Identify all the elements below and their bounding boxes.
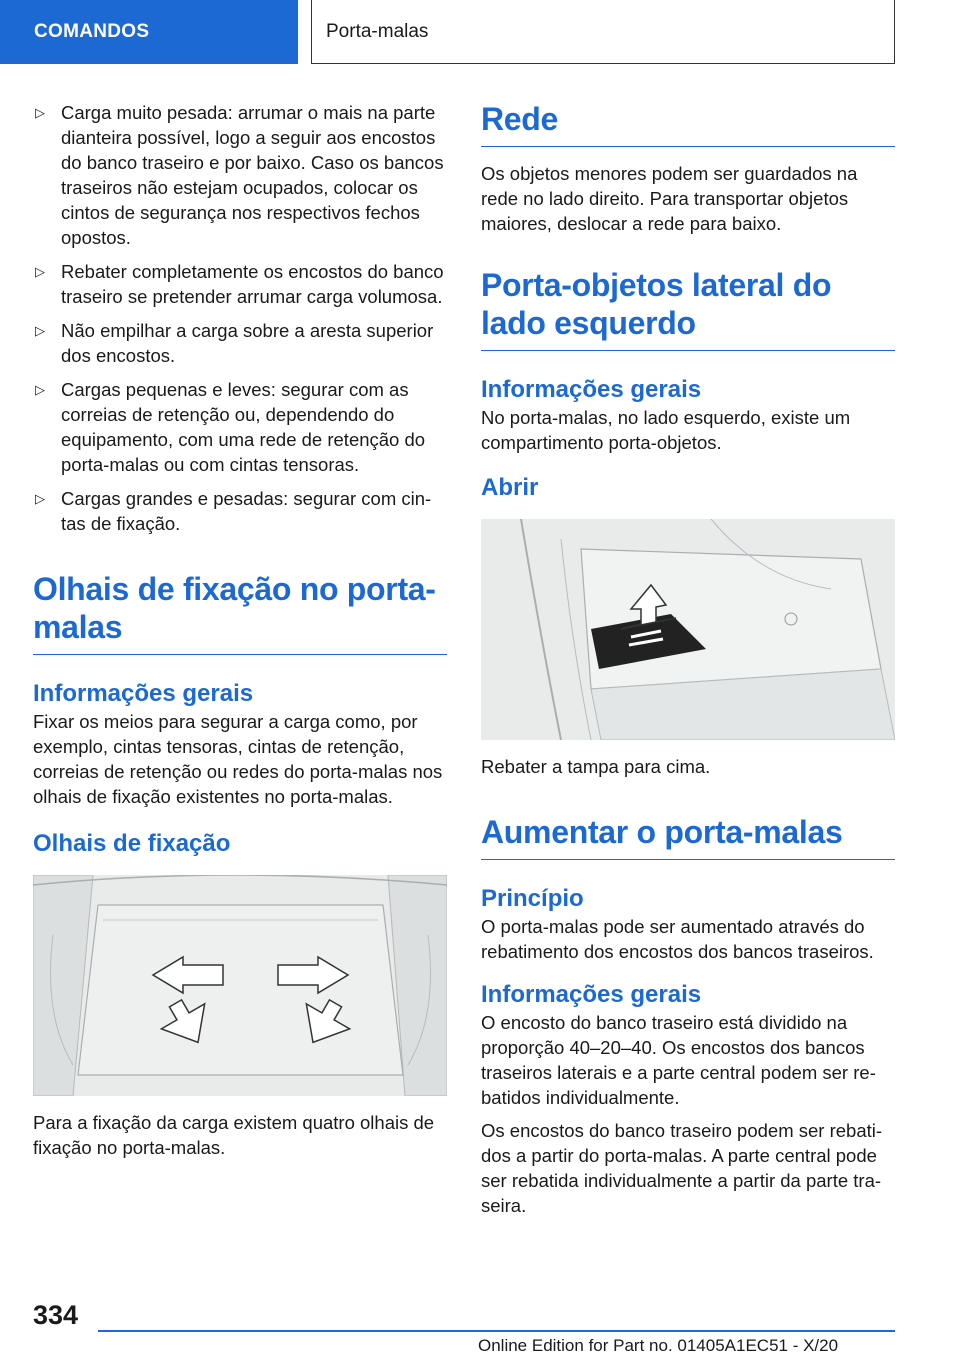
subheading-general-info: Informações gerais: [33, 680, 254, 707]
list-item: ▷ Não empilhar a carga sobre a aresta superior dos encostos.: [35, 320, 434, 366]
subheading-lashing-eyes: Olhais de fixação: [33, 830, 231, 857]
triangle-bullet-icon: ▷: [35, 491, 45, 506]
right-column: [481, 100, 895, 1226]
trunk-lashing-eyes-figure: [33, 875, 447, 1096]
triangle-bullet-icon: ▷: [35, 105, 45, 120]
chapter-header: [311, 0, 895, 64]
triangle-bullet-icon: ▷: [35, 264, 45, 279]
heading-lashing-eyes: Olhais de fixação no porta-malas: [33, 570, 447, 655]
side-compartment-illustration: [481, 519, 895, 740]
bullet-list: [33, 100, 447, 536]
paragraph-fold-from-trunk: Os encostos do banco traseiro podem ser rebatidos a partir do porta-malas. A parte central pode ser rebatida individualmente a partir da parte traseira.: [481, 1120, 883, 1216]
page-number: 334: [33, 1300, 79, 1330]
list-item: ▷ Rebater completamente os encostos do banco traseiro se pretender arrumar carga volumosa.: [35, 261, 444, 307]
paragraph-net: Os objetos menores podem ser guardados na rede no lado direito. Para transportar objetos maiores, deslocar a rede para baixo.: [481, 163, 858, 234]
paragraph-split-seats: O encosto do banco traseiro está dividido na proporção 40–20–40. Os encostos dos bancos traseiros laterais e a parte central podem ser rebatidos individualmente.: [481, 1012, 876, 1108]
left-column: [33, 100, 447, 1168]
figure-caption-lashing: Para a fixação da carga existem quatro olhais de fixação no porta-malas.: [33, 1112, 435, 1158]
subheading-open: Abrir: [481, 474, 539, 501]
paragraph-side-storage: No porta-malas, no lado esquerdo, existe um compartimento porta-objetos.: [481, 407, 851, 453]
side-storage-figure: [481, 519, 895, 740]
heading-side-storage: Porta-objetos lateral do lado esquerdo: [481, 266, 895, 351]
section-label: COMANDOS: [34, 21, 150, 42]
edition-footer: Online Edition for Part no. 01405A1EC51 - X/20: [478, 1336, 839, 1355]
paragraph-lashing-info: Fixar os meios para segurar a carga como, por exemplo, cintas tensoras, cintas de retenção, correias de retenção ou redes do porta-malas nos olhais de fixação existentes no porta-malas.: [33, 711, 443, 807]
list-item: ▷ Cargas pequenas e leves: segurar com as correias de retenção ou, dependendo do equipamento, com uma rede de retenção do porta-malas ou com cintas tensoras.: [35, 379, 426, 475]
chapter-label: Porta-malas: [326, 20, 429, 42]
section-tab: [0, 0, 298, 64]
paragraph-principle: O porta-malas pode ser aumentado através do rebatimento dos encostos dos bancos traseiros.: [481, 916, 874, 962]
heading-enlarge-trunk: Aumentar o porta-malas: [481, 813, 895, 860]
list-item: ▷ Carga muito pesada: arrumar o mais na parte dianteira possível, logo a seguir aos encostos do banco traseiro e por baixo. Caso os bancos traseiros não estejam ocupados, colocar os cintos de segurança nos respectivos fechos opostos.: [35, 102, 444, 248]
triangle-bullet-icon: ▷: [35, 323, 45, 338]
subheading-principle: Princípio: [481, 885, 584, 912]
subheading-general-info-3: Informações gerais: [481, 981, 702, 1008]
subheading-general-info-2: Informações gerais: [481, 376, 702, 403]
triangle-bullet-icon: ▷: [35, 382, 45, 397]
trunk-illustration: [33, 875, 447, 1096]
figure-caption-open: Rebater a tampa para cima.: [481, 756, 711, 777]
heading-net: Rede: [481, 100, 895, 147]
list-item: ▷ Cargas grandes e pesadas: segurar com cintas de fixação.: [35, 488, 432, 534]
footer-divider: [98, 1330, 895, 1332]
